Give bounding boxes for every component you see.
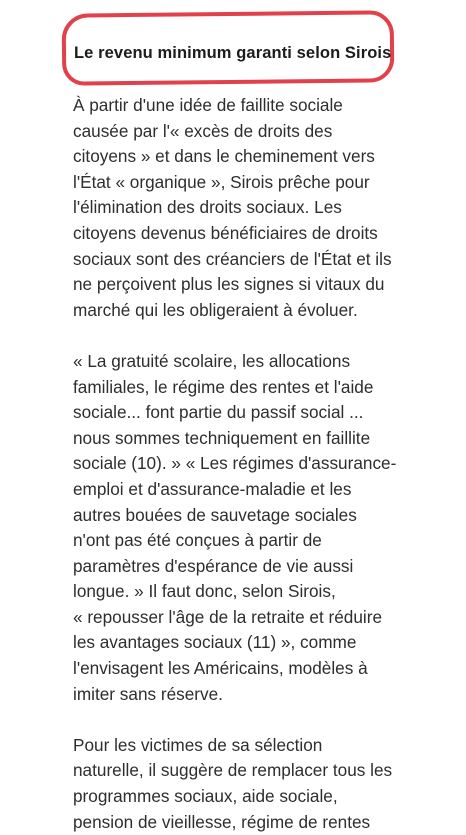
- text-line: nous sommes techniquement en faillite: [73, 427, 371, 448]
- text-line: emploi et d'assurance-maladie et les: [73, 478, 352, 499]
- text-line: familiales, le régime des rentes et l'aide: [73, 376, 374, 397]
- paragraph-1: [73, 93, 403, 323]
- text-line: « repousser l'âge de la retraite et réduire: [73, 606, 383, 627]
- text-line: sociale... font partie du passif social ...: [73, 402, 364, 423]
- text-line: pension de vieillesse, régime de rentes: [73, 811, 371, 832]
- text-line: longue. » Il faut donc, selon Sirois,: [73, 581, 336, 602]
- text-line: « La gratuité scolaire, les allocations: [73, 350, 351, 371]
- text-line: autres bouées de sauvetage sociales: [73, 504, 357, 525]
- text-line: citoyens devenus bénéficiaires de droits: [73, 222, 378, 243]
- article-title: Le revenu minimum garanti selon Sirois: [74, 44, 392, 62]
- article-body: [73, 93, 403, 835]
- paragraph-2: [73, 349, 403, 707]
- text-line: programmes sociaux, aide sociale,: [73, 786, 338, 807]
- text-line: Pour les victimes de sa sélection: [73, 734, 323, 755]
- text-line: paramètres d'espérance de vie aussi: [73, 555, 354, 576]
- paragraph-spacer: [73, 707, 403, 733]
- title-highlight-box: [62, 12, 398, 88]
- text-line: sociaux sont des créanciers de l'État et ils: [73, 248, 392, 269]
- text-line: ne perçoivent plus les signes si vitaux du: [73, 274, 385, 295]
- text-line: sociale (10). » « Les régimes d'assurance-: [73, 453, 397, 474]
- paragraph-spacer: [73, 323, 403, 349]
- paragraph-3: [73, 733, 403, 835]
- text-line: l'élimination des droits sociaux. Les: [73, 197, 342, 218]
- text-line: citoyens » et dans le cheminement vers: [73, 146, 375, 167]
- text-line: les avantages sociaux (11) », comme: [73, 632, 357, 653]
- text-line: l'État « organique », Sirois prêche pour: [73, 171, 370, 192]
- text-line: À partir d'une idée de faillite sociale: [73, 95, 343, 115]
- text-line: naturelle, il suggère de remplacer tous les: [73, 760, 393, 781]
- text-line: causée par l'« excès de droits des: [73, 120, 333, 141]
- text-line: l'envisagent les Américains, modèles à: [73, 658, 368, 679]
- text-line: imiter sans réserve.: [73, 683, 223, 704]
- text-line: marché qui les obligeraient à évoluer.: [73, 299, 358, 320]
- text-line: n'ont pas été conçues à partir de: [73, 530, 322, 551]
